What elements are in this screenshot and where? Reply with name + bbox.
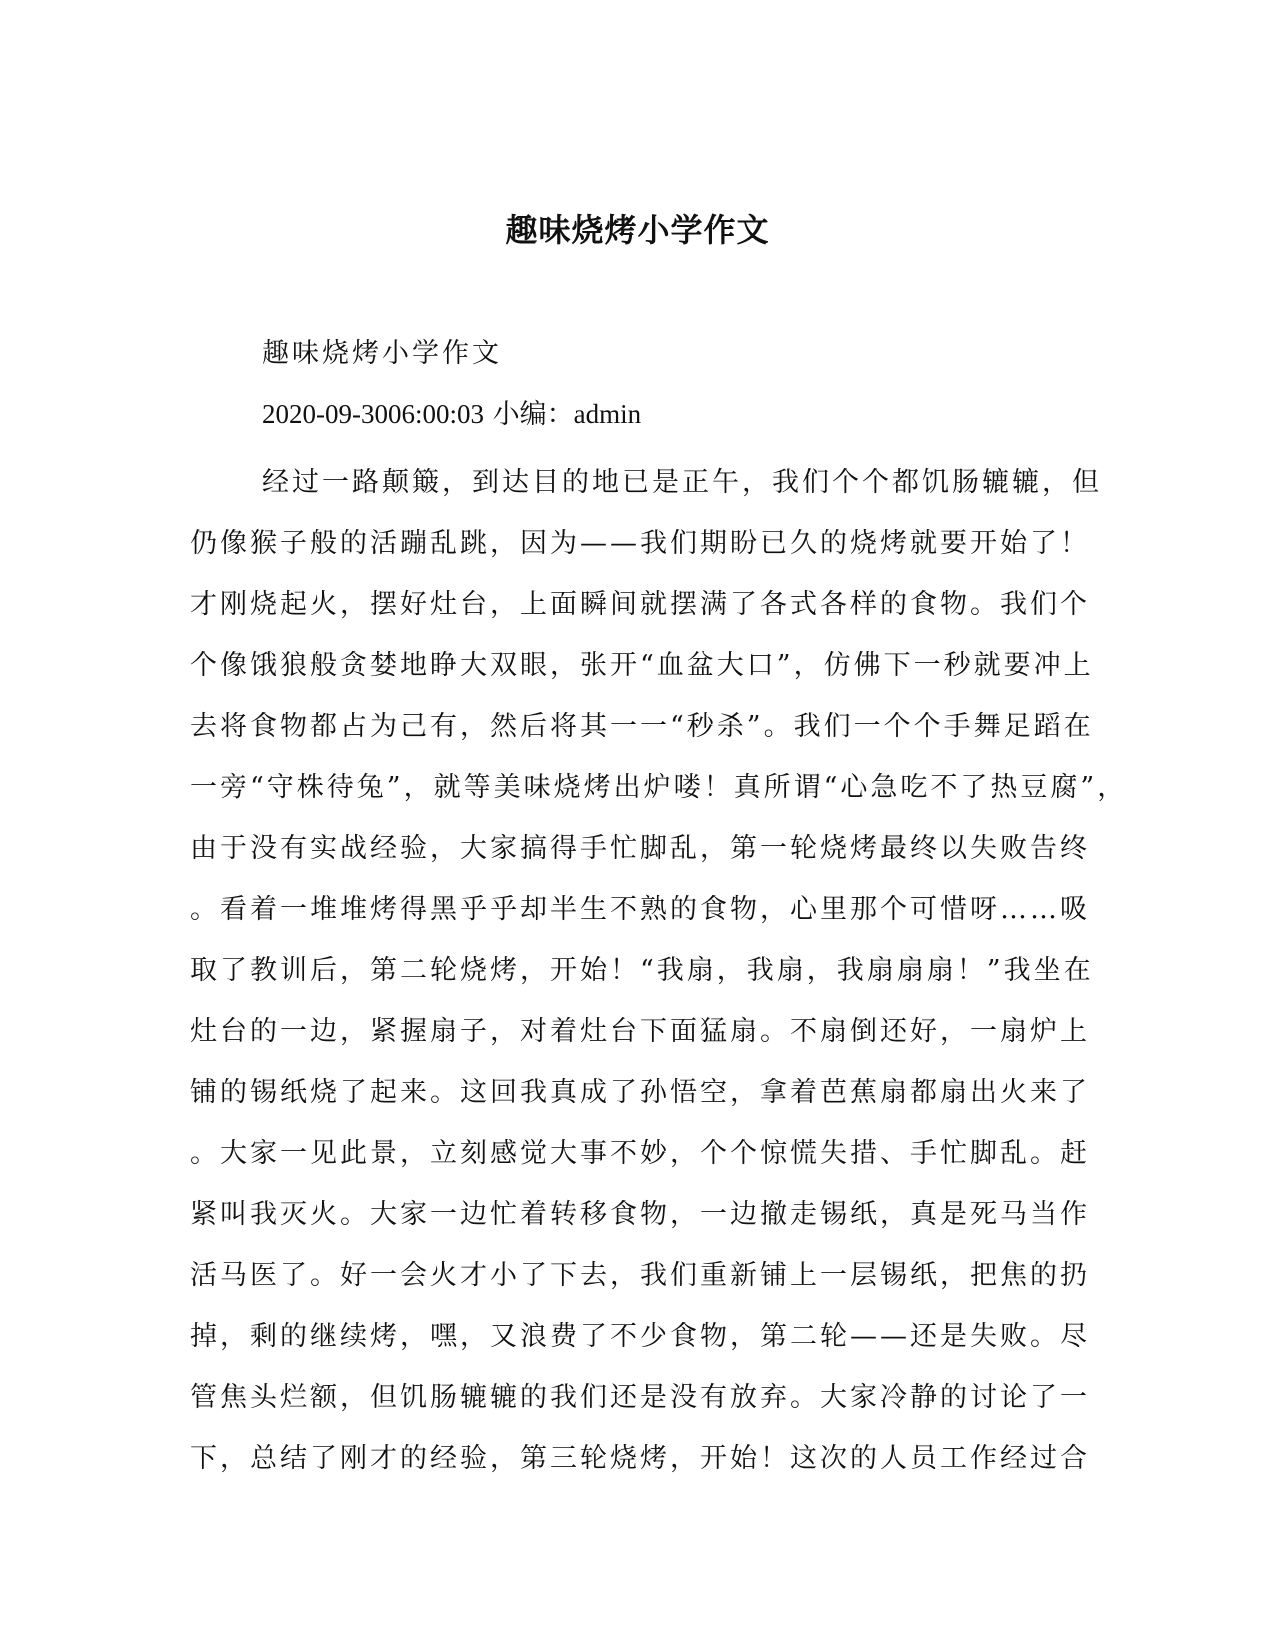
body-line: 去将食物都占为己有，然后将其一一“秒杀”。我们一个个手舞足蹈在 bbox=[190, 711, 1094, 742]
article-body bbox=[190, 452, 1128, 1489]
editor-name: admin bbox=[573, 399, 642, 429]
body-line: 一旁“守株待兔”，就等美味烧烤出炉喽！真所谓“心急吃不了热豆腐”， bbox=[190, 772, 1128, 803]
body-line: 个像饿狼般贪婪地睁大双眼，张开“血盆大口”，仿佛下一秒就要冲上 bbox=[190, 650, 1094, 681]
body-line: 经过一路颠簸，到达目的地已是正午，我们个个都饥肠辘辘，但 bbox=[262, 467, 1102, 498]
body-line: 。看着一堆堆烤得黑乎乎却半生不熟的食物，心里那个可惜呀……吸 bbox=[190, 894, 1090, 925]
body-line: 掉，剩的继续烤，嘿，又浪费了不少食物，第二轮——还是失败。尽 bbox=[190, 1321, 1090, 1352]
body-line: 仍像猴子般的活蹦乱跳，因为——我们期盼已久的烧烤就要开始了！ bbox=[190, 528, 1090, 559]
document-title: 趣味烧烤小学作文 bbox=[505, 211, 770, 249]
editor-label: 小编： bbox=[492, 399, 574, 430]
article-meta bbox=[262, 396, 641, 433]
body-line: 下，总结了刚才的经验，第三轮烧烤，开始！这次的人员工作经过合 bbox=[190, 1443, 1090, 1474]
body-line: 紧叫我灭火。大家一边忙着转移食物，一边撤走锡纸，真是死马当作 bbox=[190, 1199, 1090, 1230]
body-line: 铺的锡纸烧了起来。这回我真成了孙悟空，拿着芭蕉扇都扇出火来了 bbox=[190, 1077, 1090, 1108]
body-line: 取了教训后，第二轮烧烤，开始！“我扇，我扇，我扇扇扇！”我坐在 bbox=[190, 955, 1094, 986]
body-line: 才刚烧起火，摆好灶台，上面瞬间就摆满了各式各样的食物。我们个 bbox=[190, 589, 1090, 620]
body-line: 活马医了。好一会火才小了下去，我们重新铺上一层锡纸，把焦的扔 bbox=[190, 1260, 1090, 1291]
body-line: 由于没有实战经验，大家搞得手忙脚乱，第一轮烧烤最终以失败告终 bbox=[190, 833, 1090, 864]
body-line: 灶台的一边，紧握扇子，对着灶台下面猛扇。不扇倒还好，一扇炉上 bbox=[190, 1016, 1090, 1047]
body-line: 管焦头烂额，但饥肠辘辘的我们还是没有放弃。大家冷静的讨论了一 bbox=[190, 1382, 1090, 1413]
article-subtitle: 趣味烧烤小学作文 bbox=[262, 338, 502, 369]
publish-date: 2020-09-3006:00:03 bbox=[262, 399, 484, 429]
body-line: 。大家一见此景，立刻感觉大事不妙，个个惊慌失措、手忙脚乱。赶 bbox=[190, 1138, 1090, 1169]
